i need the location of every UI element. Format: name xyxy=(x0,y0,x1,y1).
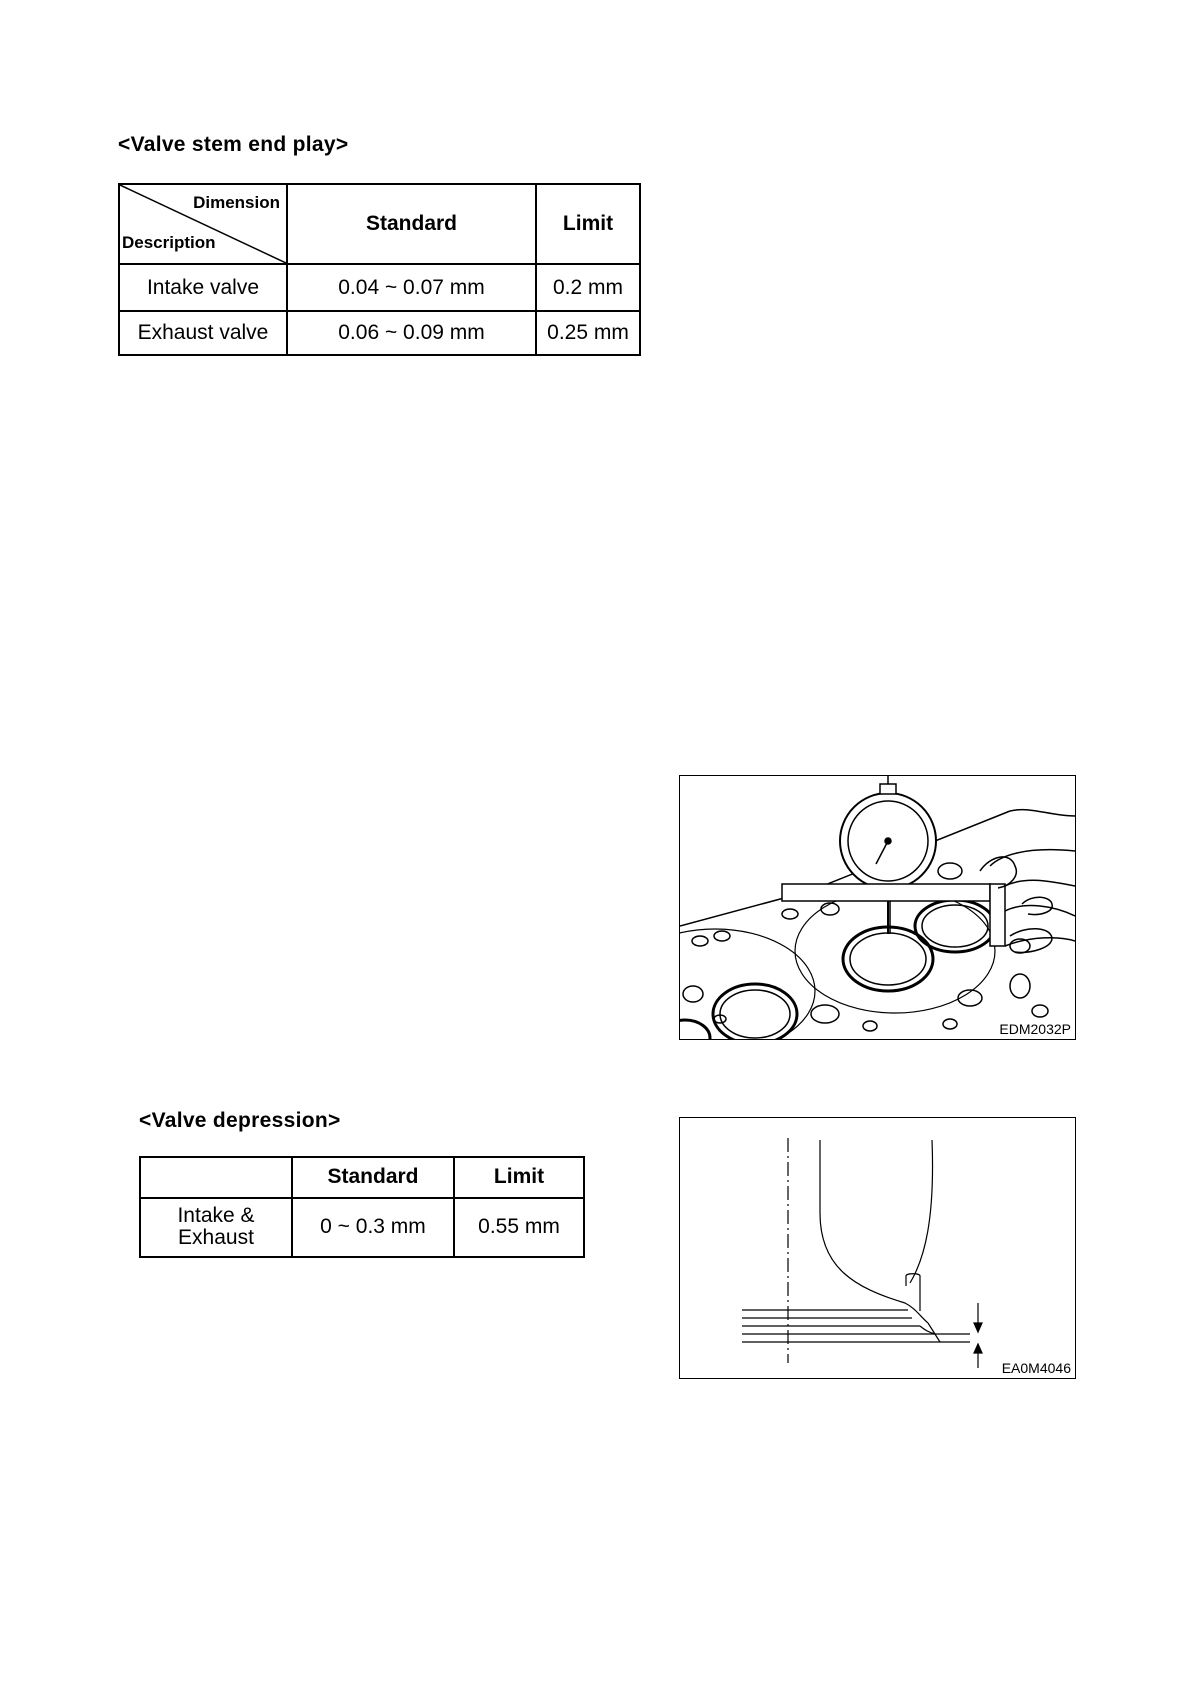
row-limit: 0.55 mm xyxy=(454,1198,584,1257)
figure-code: EA0M4046 xyxy=(1001,1360,1071,1376)
row-limit: 0.25 mm xyxy=(536,311,640,355)
row-standard: 0 ~ 0.3 mm xyxy=(292,1198,454,1257)
row-limit: 0.2 mm xyxy=(536,264,640,311)
valve-stem-end-play-table xyxy=(118,183,641,356)
header-limit: Limit xyxy=(454,1157,584,1198)
header-dimension: Dimension xyxy=(193,193,280,212)
row-name-line2: Exhaust xyxy=(178,1226,254,1250)
header-standard: Standard xyxy=(292,1157,454,1198)
row-name-line1: Intake & xyxy=(177,1204,255,1228)
header-standard: Standard xyxy=(287,184,536,264)
valve-depression-table xyxy=(139,1156,585,1258)
row-name: Intake valve xyxy=(119,264,287,311)
header-blank xyxy=(140,1157,292,1198)
valve-depression-illustration xyxy=(680,1118,1075,1378)
diagonal-header-cell xyxy=(119,184,287,264)
figure-code: EDM2032P xyxy=(999,1021,1071,1037)
valve-stem-end-play-heading: <Valve stem end play> xyxy=(118,133,349,156)
row-standard: 0.06 ~ 0.09 mm xyxy=(287,311,536,355)
row-name: Exhaust valve xyxy=(119,311,287,355)
row-name xyxy=(140,1198,292,1257)
header-description: Description xyxy=(122,233,216,252)
row-standard: 0.04 ~ 0.07 mm xyxy=(287,264,536,311)
valve-depression-heading: <Valve depression> xyxy=(139,1109,341,1132)
valve-depression-figure xyxy=(679,1117,1076,1379)
header-limit: Limit xyxy=(536,184,640,264)
table-row xyxy=(119,264,640,311)
dial-gauge-figure xyxy=(679,775,1076,1040)
table-row xyxy=(140,1198,584,1257)
table-row xyxy=(119,311,640,355)
dial-gauge-illustration xyxy=(680,776,1075,1039)
